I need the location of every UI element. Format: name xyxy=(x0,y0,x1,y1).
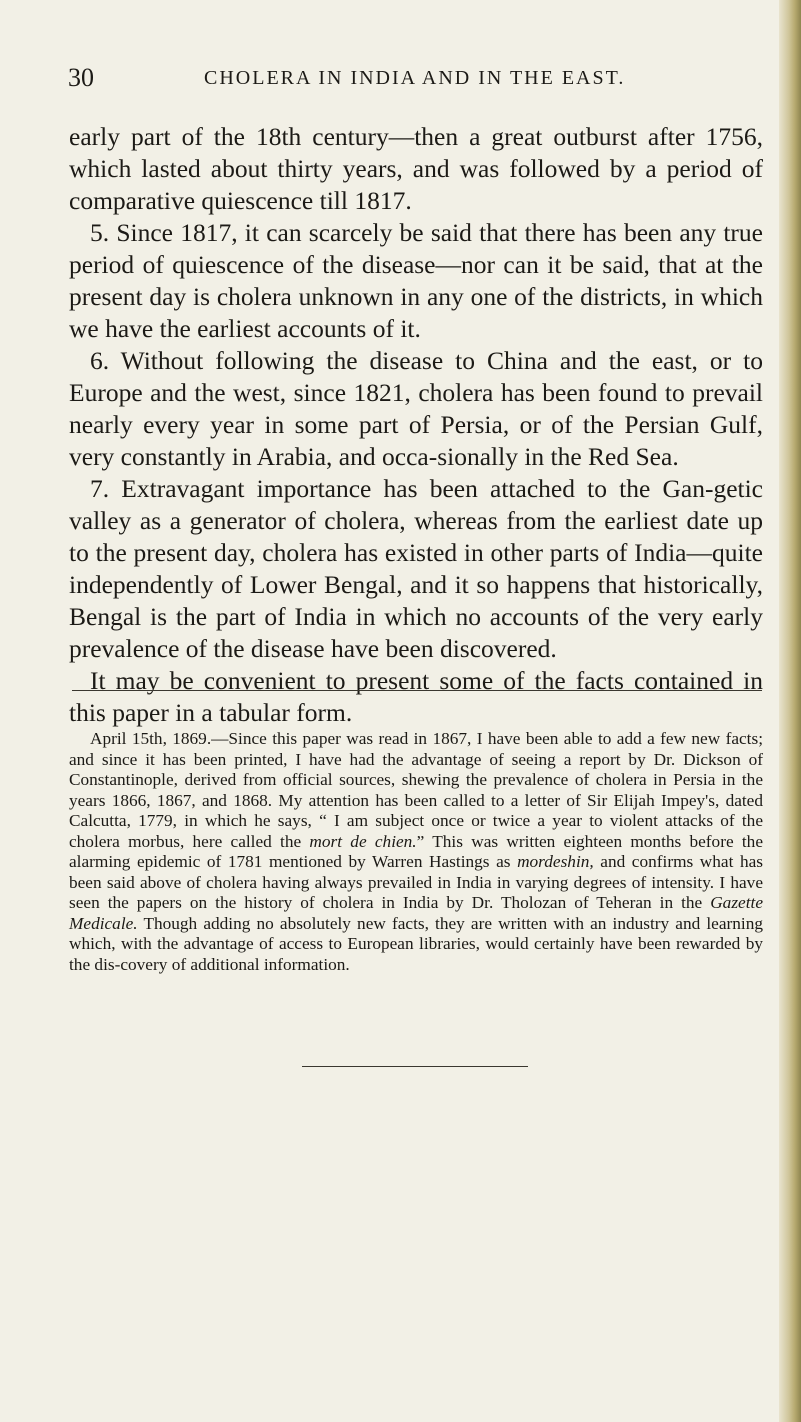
paragraph-tabular-intro: It may be convenient to present some of the facts contained in this paper in a tabular form. xyxy=(69,666,763,727)
footnote-divider xyxy=(72,690,762,691)
footnote-text-1: April 15th, 1869.—Since this paper was read in 1867, I have been able to add a few new facts; and since it has been printed, I have had the advantage of seeing a report by Dr. Dickson of Constantinople, derived from official sources, shewing the prevalence of cholera in Persia in the years 1866, 1867, and 1868. My attention has been called to a letter of Sir Elijah Impey's, dated Calcutta, 1779, in which he says, “ I am subject once or twice a year to violent attacks of the cholera morbus, here called the xyxy=(69,729,763,851)
page-number: 30 xyxy=(68,63,94,92)
paragraph-5: 5. Since 1817, it can scarcely be said that there has been any true period of quiescence of the disease—nor can it be said, that at the present day is cholera unknown in any one of the districts, in which we have the earliest accounts of it. xyxy=(69,218,763,343)
footnote xyxy=(69,729,763,975)
footnote-text-2: ” This was written eighteen months before the alarming epidemic of 1781 mentioned by Warren Hastings as xyxy=(69,831,763,872)
page-header xyxy=(68,62,768,102)
bottom-rule xyxy=(302,1066,528,1067)
footnote-term-gazette-medicale: Gazette Medicale. xyxy=(69,893,763,933)
footnote-term-mordeshin: mordeshin, xyxy=(517,852,594,872)
paragraph-7: 7. Extravagant importance has been attached to the Gan-getic valley as a generator of cholera, whereas from the earliest date up to the present day, cholera has existed in other parts of India—quite independently of Lower Bengal, and it so happens that historically, Bengal is the part of India in which no accounts of the very early prevalence of the disease have been discovered. xyxy=(69,474,763,663)
page-edge xyxy=(779,0,801,1422)
running-title: CHOLERA IN INDIA AND IN THE EAST. xyxy=(204,67,626,89)
footnote-term-mort-de-chien: mort de chien. xyxy=(309,831,417,851)
paragraph-6: 6. Without following the disease to China and the east, or to Europe and the west, since 1821, cholera has been found to prevail nearly every year in some part of Persia, or of the Persian Gulf, very constantly in Arabia, and occa-sionally in the Red Sea. xyxy=(69,346,763,471)
body-text xyxy=(69,121,763,729)
footnote-text-4: Though adding no absolutely new facts, they are written with an industry and learning which, with the advantage of access to European libraries, would certainly have been rewarded by the dis-covery of additional information. xyxy=(69,913,763,974)
paragraph-continuation: early part of the 18th century—then a great outburst after 1756, which lasted about thirty years, and was followed by a period of comparative quiescence till 1817. xyxy=(69,122,763,215)
footnote-text-3: and confirms what has been said above of cholera having always prevailed in India in varying degrees of intensity. I have seen the papers on the history of cholera in India by Dr. Tholozan of Teheran in the xyxy=(69,852,764,913)
